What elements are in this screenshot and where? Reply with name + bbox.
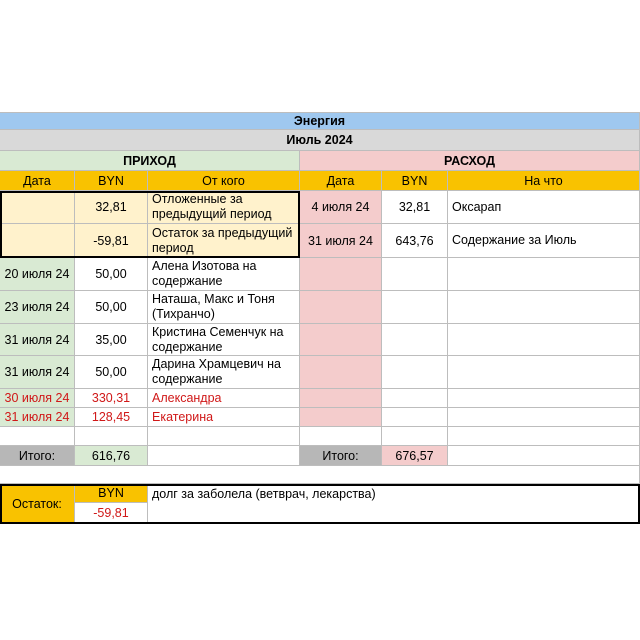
expense-date-empty[interactable] <box>300 356 382 389</box>
expense-date-empty[interactable] <box>300 408 382 427</box>
income-value[interactable]: 50,00 <box>75 258 148 291</box>
carry-row <box>0 224 640 258</box>
income-date[interactable]: 23 июля 24 <box>0 291 75 324</box>
income-date[interactable]: 31 июля 24 <box>0 408 75 427</box>
income-value[interactable]: 128,45 <box>75 408 148 427</box>
expense-header[interactable]: РАСХОД <box>300 151 640 171</box>
expense-value-empty[interactable] <box>382 291 448 324</box>
balance-currency[interactable]: BYN <box>75 484 148 503</box>
expense-date[interactable]: 4 июля 24 <box>300 191 382 224</box>
income-col-from[interactable]: От кого <box>148 171 300 191</box>
carry-value[interactable]: -59,81 <box>75 224 148 258</box>
period-row <box>0 130 640 151</box>
carry-label[interactable]: Остаток за предыдущий период <box>148 224 300 258</box>
income-from[interactable]: Наташа, Макс и Тоня (Тихранчо) <box>148 291 300 324</box>
table-row <box>0 258 640 291</box>
expense-value[interactable]: 32,81 <box>382 191 448 224</box>
empty-cell[interactable] <box>382 427 448 446</box>
income-date[interactable]: 31 июля 24 <box>0 356 75 389</box>
expense-value-empty[interactable] <box>382 389 448 408</box>
balance-row <box>0 484 640 524</box>
expense-what-empty[interactable] <box>448 408 640 427</box>
income-from[interactable]: Дарина Храмцевич на содержание <box>148 356 300 389</box>
income-total-value[interactable]: 616,76 <box>75 446 148 466</box>
income-value[interactable]: 330,31 <box>75 389 148 408</box>
table-row <box>0 389 640 408</box>
income-col-date[interactable]: Дата <box>0 171 75 191</box>
table-row <box>0 324 640 356</box>
income-from[interactable]: Кристина Семенчук на содержание <box>148 324 300 356</box>
empty-cell[interactable] <box>148 446 300 466</box>
expense-what-empty[interactable] <box>448 324 640 356</box>
income-header[interactable]: ПРИХОД <box>0 151 300 171</box>
balance-value[interactable]: -59,81 <box>75 503 148 524</box>
income-total-label[interactable]: Итого: <box>0 446 75 466</box>
spacer-row <box>0 427 640 446</box>
empty-cell[interactable] <box>448 446 640 466</box>
income-date[interactable]: 31 июля 24 <box>0 324 75 356</box>
title-row <box>0 112 640 130</box>
expense-value-empty[interactable] <box>382 408 448 427</box>
expense-what[interactable]: Содержание за Июль <box>448 224 640 258</box>
expense-total-label[interactable]: Итого: <box>300 446 382 466</box>
table-row <box>0 356 640 389</box>
income-from[interactable]: Екатерина <box>148 408 300 427</box>
expense-value-empty[interactable] <box>382 258 448 291</box>
income-from[interactable]: Алена Изотова на содержание <box>148 258 300 291</box>
expense-date-empty[interactable] <box>300 389 382 408</box>
expense-what-empty[interactable] <box>448 258 640 291</box>
section-header-row <box>0 151 640 171</box>
expense-date-empty[interactable] <box>300 291 382 324</box>
income-value[interactable]: 50,00 <box>75 291 148 324</box>
expense-what-empty[interactable] <box>448 389 640 408</box>
empty-cell[interactable] <box>0 427 75 446</box>
carry-label[interactable]: Отложенные за предыдущий период <box>148 191 300 224</box>
empty-cell[interactable] <box>148 427 300 446</box>
empty-cell[interactable] <box>0 466 640 484</box>
spacer-row <box>0 466 640 484</box>
income-from[interactable]: Александра <box>148 389 300 408</box>
table-row <box>0 408 640 427</box>
expense-value[interactable]: 643,76 <box>382 224 448 258</box>
expense-date[interactable]: 31 июля 24 <box>300 224 382 258</box>
expense-date-empty[interactable] <box>300 324 382 356</box>
expense-value-empty[interactable] <box>382 356 448 389</box>
expense-what-empty[interactable] <box>448 291 640 324</box>
carry-date-cell[interactable] <box>0 191 75 224</box>
expense-total-value[interactable]: 676,57 <box>382 446 448 466</box>
sheet-title[interactable]: Энергия <box>0 112 640 130</box>
empty-cell[interactable] <box>75 427 148 446</box>
period-title[interactable]: Июль 2024 <box>0 130 640 151</box>
empty-cell[interactable] <box>300 427 382 446</box>
carry-date-cell[interactable] <box>0 224 75 258</box>
expense-what[interactable]: Оксарап <box>448 191 640 224</box>
income-date[interactable]: 30 июля 24 <box>0 389 75 408</box>
income-value[interactable]: 35,00 <box>75 324 148 356</box>
expense-what-empty[interactable] <box>448 356 640 389</box>
table-row <box>0 291 640 324</box>
expense-col-date[interactable]: Дата <box>300 171 382 191</box>
carry-row <box>0 191 640 224</box>
expense-col-what[interactable]: На что <box>448 171 640 191</box>
empty-cell[interactable] <box>448 427 640 446</box>
expense-value-empty[interactable] <box>382 324 448 356</box>
income-col-byn[interactable]: BYN <box>75 171 148 191</box>
expense-date-empty[interactable] <box>300 258 382 291</box>
income-value[interactable]: 50,00 <box>75 356 148 389</box>
balance-label[interactable]: Остаток: <box>0 484 75 524</box>
expense-col-byn[interactable]: BYN <box>382 171 448 191</box>
balance-note[interactable]: долг за заболела (ветврач, лекарства) <box>148 484 640 524</box>
column-header-row <box>0 171 640 191</box>
carry-value[interactable]: 32,81 <box>75 191 148 224</box>
totals-row <box>0 446 640 466</box>
income-date[interactable]: 20 июля 24 <box>0 258 75 291</box>
